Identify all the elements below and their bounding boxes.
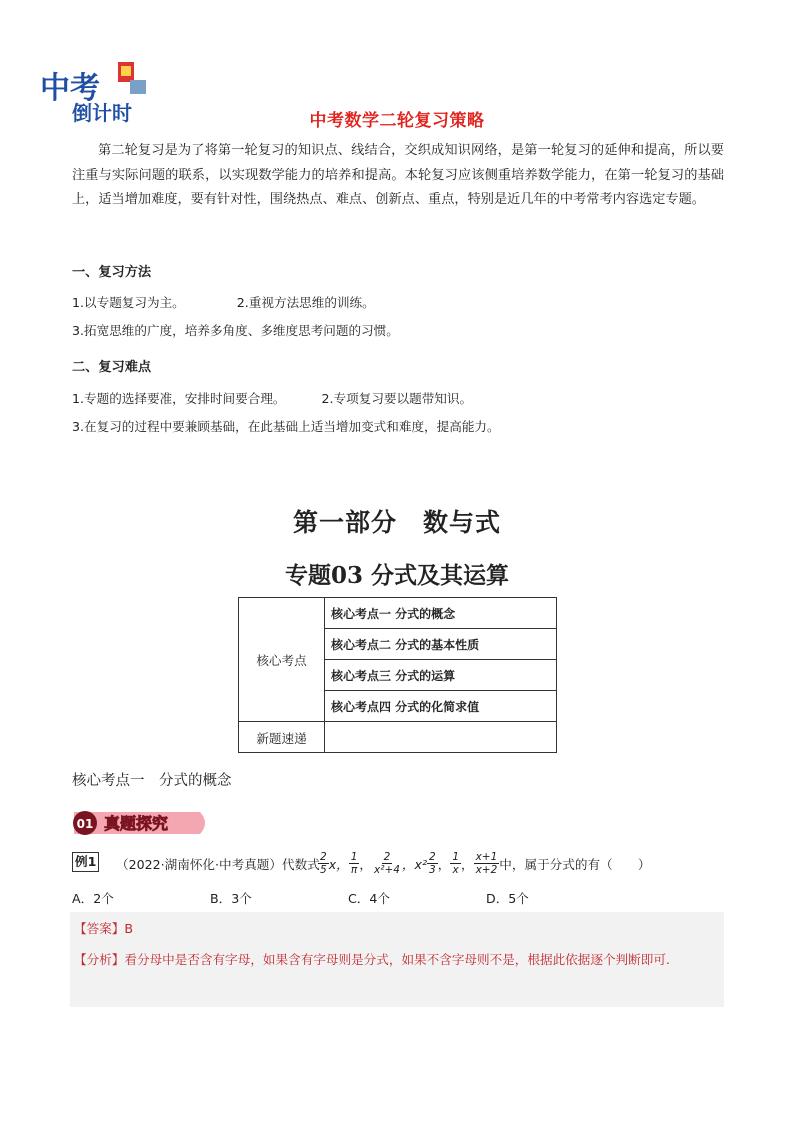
table-bottom-label: 新题速递 <box>239 722 325 753</box>
fraction-5: $\frac{1}{x}$ <box>452 850 459 876</box>
table-bottom-empty <box>325 722 557 753</box>
table-item-4: 核心考点四 分式的化简求值 <box>325 691 557 722</box>
analysis-text: 【分析】看分母中是否含有字母，如果含有字母则是分式，如果不含字母则不是，根据此依据逐个判断即可. <box>74 952 670 967</box>
example-expressions <box>318 846 650 880</box>
expr-sep-2: ， <box>359 856 373 872</box>
option-a: A．2个 <box>72 891 114 906</box>
part-title: 第一部分 数与式 <box>292 508 501 537</box>
answer-text: 【答案】B <box>74 921 134 936</box>
fraction-6: $\frac{x+1}{x+2}$ <box>475 850 498 876</box>
fraction-2: $\frac{1}{\pi}$ <box>350 850 358 876</box>
badge-text: 真题探究 <box>104 814 169 833</box>
methods-item-1: 1.以专题复习为主。 <box>72 295 185 310</box>
logo-figure-icon <box>118 62 146 94</box>
example-question <box>72 846 732 880</box>
document-title: 中考数学二轮复习策略 <box>309 111 485 131</box>
methods-item-3: 3.拓宽思维的广度，培养多角度、多维度思考问题的习惯。 <box>72 323 399 338</box>
example-tail: 中，属于分式的有（ ） <box>499 856 651 872</box>
example-label: 例1 <box>72 852 99 872</box>
topic-title: 专题03 分式及其运算 <box>284 562 509 589</box>
section-heading-methods: 一、复习方法 <box>72 265 152 280</box>
expr-sep-5: ， <box>461 856 474 872</box>
section-heading-difficulties: 二、复习难点 <box>72 360 152 375</box>
methods-line-1 <box>72 292 375 311</box>
core-point-heading: 核心考点一 分式的概念 <box>72 773 232 789</box>
fraction-1: $\frac{2}{5}$ <box>320 850 327 876</box>
answer-box <box>70 912 724 1007</box>
option-d: D．5个 <box>486 891 529 906</box>
logo-bottom-text: 倒计时 <box>72 101 132 124</box>
difficulties-item-1: 1.专题的选择要准，安排时间要合理。 <box>72 391 286 406</box>
table-item-1: 核心考点一 分式的概念 <box>325 598 557 629</box>
expr-sep-4: ， <box>437 856 451 872</box>
table-item-3: 核心考点三 分式的运算 <box>325 660 557 691</box>
logo-top-text: 中考 <box>40 71 100 106</box>
intro-paragraph: 第二轮复习是为了将第一轮复习的知识点、线结合，交织成知识网络，是第一轮复习的延伸和提高，所以要注重与实际问题的联系，以实现数学能力的培养和提高。本轮复习应该侧重培养数学能力，在第一轮复习的基础上，适当增加难度，要有针对性，围绕热点、难点、创新点、重点，特别是近几年的中考常考内容选定专题。 <box>72 143 724 207</box>
expr-text-1: x， <box>328 856 349 872</box>
option-c: C．4个 <box>348 891 390 906</box>
fraction-4: $\frac{2}{3}$ <box>429 850 436 876</box>
table-left-label: 核心考点 <box>239 598 325 722</box>
difficulties-line-1 <box>72 388 472 407</box>
difficulties-item-2: 2.专项复习要以题带知识。 <box>321 391 473 406</box>
table-item-2: 核心考点二 分式的基本性质 <box>325 629 557 660</box>
methods-item-2: 2.重视方法思维的训练。 <box>236 295 375 310</box>
example-source: （2022·湖南怀化·中考真题）代数式 <box>116 857 320 872</box>
expr-text-2: ，x² <box>401 856 428 872</box>
fraction-3: $\frac{2}{\text{x²+4}}$ <box>374 850 400 876</box>
option-b: B．3个 <box>210 891 252 906</box>
badge-number: 01 <box>76 817 94 831</box>
difficulties-item-3: 3.在复习的过程中要兼顾基础，在此基础上适当增加变式和难度，提高能力。 <box>72 419 500 434</box>
section-badge <box>70 808 212 838</box>
core-points-table <box>238 597 557 753</box>
